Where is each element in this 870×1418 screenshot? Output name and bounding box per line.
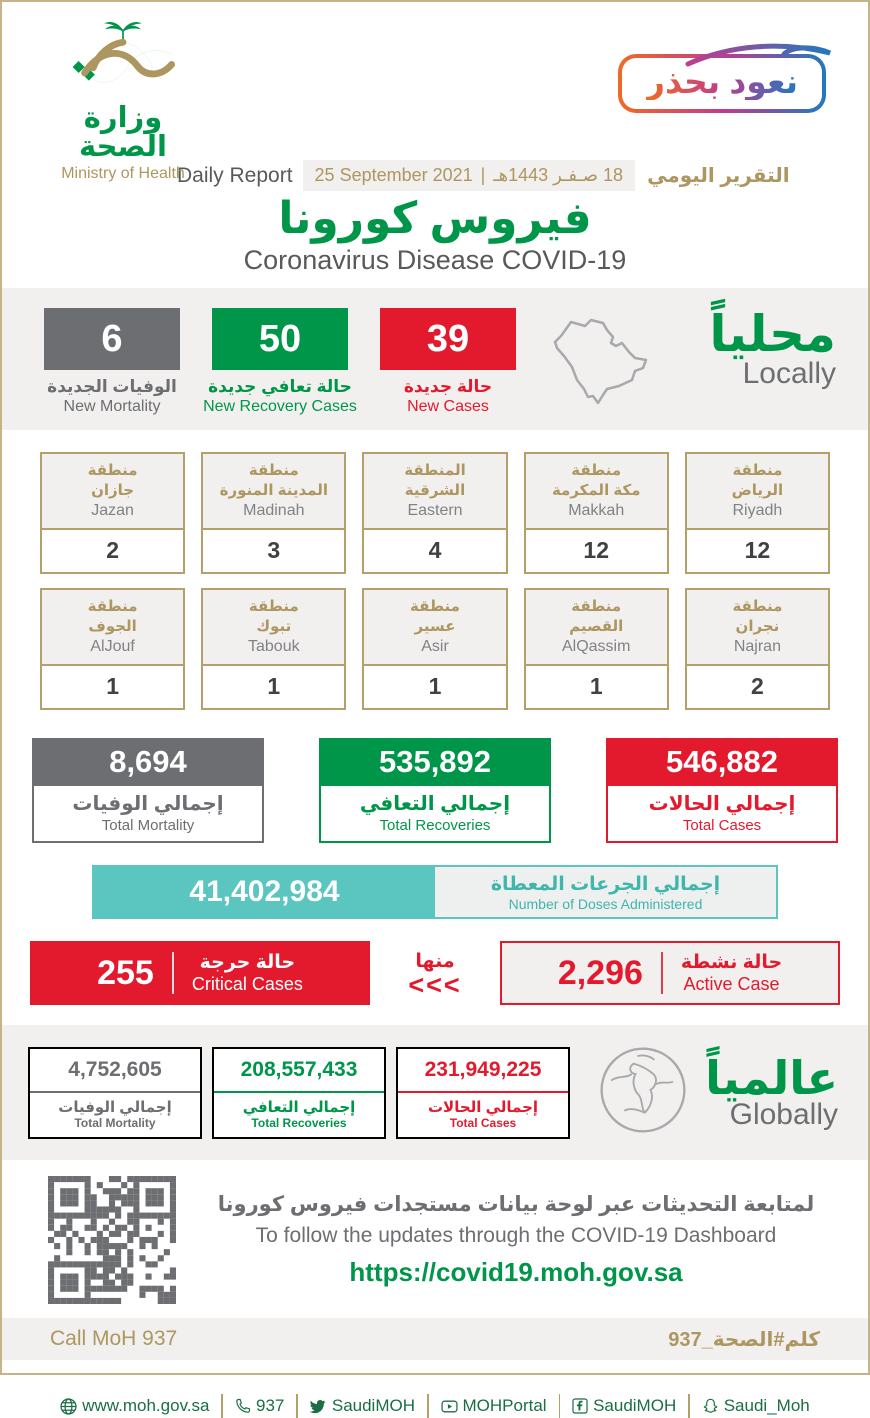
social-links-row [2,1394,868,1418]
badge-swoosh-icon [684,37,834,67]
phone-link[interactable]: 937 [235,1396,284,1416]
region-value: 2 [106,537,119,564]
separator [427,1394,429,1418]
globally-heading-ar: عالمياً [705,1051,838,1104]
region-box-jazan: منطقة جازان Jazan 2 [40,452,185,574]
total-recoveries-box: 535,892 إجمالي التعافي Total Recoveries [319,738,551,843]
active-label-en: Active Case [683,974,780,995]
globally-heading-en: Globally [729,1098,838,1132]
critical-cases-box [30,941,370,1005]
moh-logo-icon [59,18,187,104]
new-cases-label-en: New Cases [407,398,489,416]
total-recoveries-value: 535,892 [319,738,551,786]
doses-label-en: Number of Doses Administered [508,895,703,912]
new-mortality-label-en: New Mortality [63,398,161,416]
of-which-label: منها [415,950,455,972]
global-cases-box: 231,949,225 إجمالي الحالات Total Cases [396,1047,570,1139]
daily-report-label-ar: التقرير اليومي [647,165,790,187]
globally-section [2,1025,868,1160]
separator [221,1394,223,1418]
critical-cases-value: 255 [97,953,154,992]
globe-icon [596,1043,690,1142]
region-box-makkah: منطقة مكة المكرمة Makkah 12 [524,452,669,574]
facebook-link[interactable]: SaudiMOH [572,1396,676,1416]
new-mortality-value: 6 [44,308,180,370]
of-which-indicator [408,950,462,1000]
region-box-madinah: منطقة المدينة المنورة Madinah 3 [201,452,346,574]
title-english: Coronavirus Disease COVID-19 [243,245,627,276]
globe-icon [60,1398,77,1415]
region-box-aljouf: منطقة الجوف AlJouf 1 [40,588,185,710]
snapchat-icon [702,1398,719,1415]
region-value: 1 [589,673,603,700]
global-recoveries-box: 208,557,433 إجمالي التعافي Total Recoveries [212,1047,386,1139]
doses-administered-bar [92,865,778,919]
twitter-link[interactable]: SaudiMOH [310,1396,415,1416]
youtube-icon [441,1398,458,1415]
new-recoveries-stat [196,308,364,416]
divider [172,952,174,994]
new-cases-stat [364,308,532,416]
facebook-icon [572,1398,588,1414]
saudi-map-icon [546,310,668,415]
moh-logo [38,18,208,183]
region-value: 4 [428,537,442,564]
critical-label-en: Critical Cases [191,974,303,995]
global-mortality-box: 4,752,605 إجمالي الوفيات Total Mortality [28,1047,202,1139]
region-value: 12 [744,537,771,564]
separator [296,1394,298,1418]
region-box-riyadh: منطقة الرياض Riyadh 12 [685,452,830,574]
call-moh-en: Call MoH 937 [50,1327,178,1351]
region-value: 1 [106,673,119,700]
locally-heading-ar: محلياً [709,306,836,363]
logo-english-name: Ministry of Health [61,165,185,182]
left-arrows-icon: <<< [408,969,462,1000]
divider [661,952,663,994]
website-link[interactable]: www.moh.gov.sa [60,1396,209,1416]
total-cases-value: 546,882 [606,738,838,786]
page-title [2,195,868,276]
new-cases-value: 39 [380,308,516,370]
doses-label-ar: إجمالي الجرعات المعطاة [490,873,721,895]
qr-code [48,1176,176,1304]
total-mortality-box: 8,694 إجمالي الوفيات Total Mortality [32,738,264,843]
region-value: 1 [428,673,442,700]
regions-grid [40,452,830,710]
total-mortality-value: 8,694 [32,738,264,786]
twitter-icon [310,1398,327,1415]
dashboard-url-link[interactable]: https://covid19.moh.gov.sa [349,1257,683,1288]
dashboard-text-ar: لمتابعة التحديثات عبر لوحة بيانات مستجدات فيروس كورونا [217,1193,815,1217]
locally-heading [709,308,842,391]
report-date-line [177,160,868,191]
region-value: 12 [583,537,609,564]
youtube-link[interactable]: MOHPortal [441,1396,547,1416]
new-recoveries-label-en: New Recovery Cases [203,398,357,416]
region-box-asir: منطقة عسير Asir 1 [362,588,507,710]
total-cases-box: 546,882 إجمالي الحالات Total Cases [606,738,838,843]
return-with-caution-badge [618,54,826,113]
logo-arabic-name: وزارة الصحة [79,102,167,163]
doses-value: 41,402,984 [94,867,435,917]
date-hijri: 18 صـفـر 1443هـ [493,165,624,185]
snapchat-link[interactable]: Saudi_Moh [702,1396,810,1416]
critical-active-row [30,941,840,1005]
globally-heading [705,1051,842,1132]
locally-heading-en: Locally [742,356,836,390]
locally-section [2,288,868,430]
active-cases-box [500,941,840,1005]
active-label-ar: حالة نشطة [680,952,783,974]
new-recoveries-value: 50 [212,308,348,370]
region-box-najran: منطقة نجران Najran 2 [685,588,830,710]
region-box-eastern: المنطقة الشرقية Eastern 4 [362,452,507,574]
separator [688,1394,690,1418]
dashboard-section [48,1176,822,1304]
local-totals [32,738,838,843]
date-separator: | [480,165,486,185]
region-value: 2 [751,673,764,700]
new-mortality-label-ar: الوفيات الجديدة [47,377,177,397]
regions-row-2 [40,588,830,710]
new-mortality-stat [28,308,196,416]
phone-icon [235,1398,251,1414]
title-arabic: فيروس كورونا [278,194,592,243]
regions-row-1 [40,452,830,574]
daily-report-label-en: Daily Report [177,163,293,187]
new-cases-label-ar: حالة جديدة [403,377,493,397]
region-value: 1 [267,673,281,700]
badge-label: نعود بحذر [645,63,798,100]
critical-label-ar: حالة حرجة [199,952,296,974]
region-box-tabouk: منطقة تبوك Tabouk 1 [201,588,346,710]
call-moh-bar [2,1318,868,1360]
call-moh-hashtag: كلم#الصحة_937 [668,1328,820,1351]
date-gregorian: 25 September 2021 [314,165,473,185]
report-date [303,160,636,191]
separator [559,1394,561,1418]
new-recoveries-label-ar: حالة تعافي جديدة [208,377,352,397]
active-cases-value: 2,296 [557,953,643,992]
region-box-alqassim: منطقة القصيم AlQassim 1 [524,588,669,710]
dashboard-text-en: To follow the updates through the COVID-19 Dashboard [255,1224,777,1248]
region-value: 3 [267,537,281,564]
